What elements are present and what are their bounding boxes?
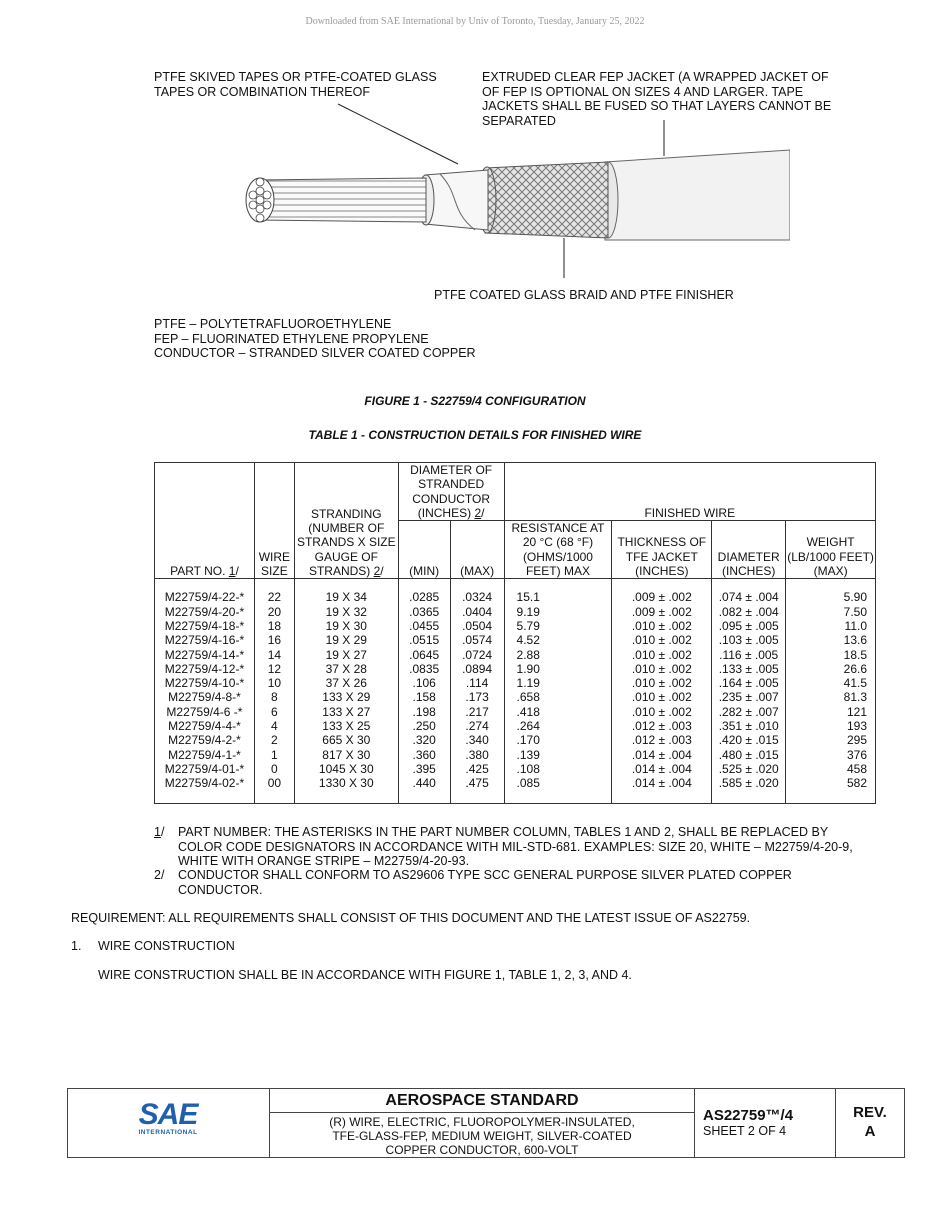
cell-wt: 5.90: [786, 579, 876, 605]
cell-thick: .010 ± .002: [612, 633, 712, 647]
cell-res: .658: [504, 690, 612, 704]
cell-res: 15.1: [504, 579, 612, 605]
cell-res: .139: [504, 748, 612, 762]
cell-strand: 37 X 28: [294, 662, 398, 676]
cell-thick: .010 ± .002: [612, 690, 712, 704]
cell-wt: 376: [786, 748, 876, 762]
leader-line-tapes: [338, 104, 458, 164]
table-row: [155, 719, 876, 733]
cell-size: 00: [254, 776, 294, 803]
cell-min: .0835: [398, 662, 450, 676]
section-text: WIRE CONSTRUCTION SHALL BE IN ACCORDANCE WITH FIGURE 1, TABLE 1, 2, 3, AND 4.: [98, 968, 632, 982]
cell-min: .0515: [398, 633, 450, 647]
cell-strand: 19 X 34: [294, 579, 398, 605]
cell-max: .114: [450, 676, 504, 690]
header-min: (MIN): [398, 521, 450, 579]
table-row: [155, 690, 876, 704]
cell-wt: 11.0: [786, 619, 876, 633]
cell-part: M22759/4-1-*: [155, 748, 255, 762]
table-row: [155, 776, 876, 803]
cell-dia: .420 ± .015: [712, 733, 786, 747]
table-row: [155, 605, 876, 619]
cell-size: 8: [254, 690, 294, 704]
cell-thick: .009 ± .002: [612, 605, 712, 619]
cell-res: 4.52: [504, 633, 612, 647]
cell-res: .085: [504, 776, 612, 803]
header-wire-size: WIRE SIZE: [254, 463, 294, 579]
cell-wt: 13.6: [786, 633, 876, 647]
cell-min: .0645: [398, 648, 450, 662]
cell-max: .0404: [450, 605, 504, 619]
cell-wt: 193: [786, 719, 876, 733]
glass-braid: [485, 162, 608, 238]
cell-dia: .525 ± .020: [712, 762, 786, 776]
cell-size: 18: [254, 619, 294, 633]
cell-thick: .010 ± .002: [612, 648, 712, 662]
section-number: 1.: [71, 939, 82, 953]
cell-wt: 121: [786, 705, 876, 719]
header-weight: WEIGHT (LB/1000 FEET) (MAX): [786, 521, 876, 579]
cell-res: 9.19: [504, 605, 612, 619]
table-caption: TABLE 1 - CONSTRUCTION DETAILS FOR FINISHED WIRE: [308, 428, 642, 442]
cell-max: .0894: [450, 662, 504, 676]
cell-part: M22759/4-14-*: [155, 648, 255, 662]
cell-res: 5.79: [504, 619, 612, 633]
cell-res: .170: [504, 733, 612, 747]
cell-size: 22: [254, 579, 294, 605]
cell-wt: 18.5: [786, 648, 876, 662]
cell-dia: .351 ± .010: [712, 719, 786, 733]
revision-label: REV.: [853, 1104, 887, 1121]
cell-part: M22759/4-12-*: [155, 662, 255, 676]
cell-min: .0285: [398, 579, 450, 605]
document-number: AS22759™/4: [703, 1107, 794, 1124]
cell-wt: 26.6: [786, 662, 876, 676]
revision-cell: [836, 1089, 904, 1157]
cell-thick: .010 ± .002: [612, 619, 712, 633]
logo-cell: [68, 1089, 270, 1157]
cell-thick: .010 ± .002: [612, 705, 712, 719]
cell-part: M22759/4-22-*: [155, 579, 255, 605]
callout-jacket: EXTRUDED CLEAR FEP JACKET (A WRAPPED JACKET OF OF FEP IS OPTIONAL ON SIZES 4 AND LARGER. TAPE JACKETS SHALL BE FUSED SO THAT LAYERS CANNOT BE SEPARATED: [482, 70, 832, 128]
cell-dia: .095 ± .005: [712, 619, 786, 633]
cell-min: .395: [398, 762, 450, 776]
cell-thick: .014 ± .004: [612, 776, 712, 803]
header-max: (MAX): [450, 521, 504, 579]
cell-part: M22759/4-2-*: [155, 733, 255, 747]
section-title: WIRE CONSTRUCTION: [98, 939, 235, 953]
cell-part: M22759/4-16-*: [155, 633, 255, 647]
table-row: [155, 762, 876, 776]
cell-dia: .282 ± .007: [712, 705, 786, 719]
cell-part: M22759/4-8-*: [155, 690, 255, 704]
cell-dia: .116 ± .005: [712, 648, 786, 662]
cell-max: .274: [450, 719, 504, 733]
sheet-number: SHEET 2 OF 4: [703, 1124, 787, 1138]
footnote-1: 1/ PART NUMBER: THE ASTERISKS IN THE PART NUMBER COLUMN, TABLES 1 AND 2, SHALL BE REPLACED BY COLOR CODE DESIGNATORS IN ACCORDANCE WITH MIL-STD-681. EXAMPLES: SIZE 20, WHITE – M22759/4-20-9, WHITE WITH ORANGE STRIPE – M22759/4-20-93.: [154, 825, 853, 868]
header-diameter: DIAMETER (INCHES): [712, 521, 786, 579]
table-row: [155, 662, 876, 676]
document-number-cell: [695, 1089, 836, 1157]
cell-part: M22759/4-20-*: [155, 605, 255, 619]
cell-res: 1.19: [504, 676, 612, 690]
cell-strand: 1330 X 30: [294, 776, 398, 803]
construction-details-table: [154, 462, 876, 804]
stranded-conductor: [258, 178, 426, 222]
sae-logo: SAE INTERNATIONAL: [138, 1098, 198, 1136]
cell-max: .0724: [450, 648, 504, 662]
cell-strand: 19 X 30: [294, 619, 398, 633]
title-block: [67, 1088, 905, 1158]
cell-part: M22759/4-6 -*: [155, 705, 255, 719]
cell-thick: .010 ± .002: [612, 676, 712, 690]
cell-min: .320: [398, 733, 450, 747]
cell-res: .264: [504, 719, 612, 733]
header-conductor-diameter: DIAMETER OF STRANDED CONDUCTOR (INCHES) 2/: [398, 463, 504, 521]
cell-wt: 81.3: [786, 690, 876, 704]
table-row: [155, 648, 876, 662]
cell-part: M22759/4-10-*: [155, 676, 255, 690]
cell-dia: .585 ± .020: [712, 776, 786, 803]
cell-res: .108: [504, 762, 612, 776]
cell-strand: 665 X 30: [294, 733, 398, 747]
cell-wt: 41.5: [786, 676, 876, 690]
cell-max: .425: [450, 762, 504, 776]
table-body: [155, 579, 876, 803]
cell-res: .418: [504, 705, 612, 719]
cell-min: .0365: [398, 605, 450, 619]
table-row: [155, 579, 876, 605]
cell-thick: .009 ± .002: [612, 579, 712, 605]
cell-min: .440: [398, 776, 450, 803]
abbreviation-list: PTFE – POLYTETRAFLUOROETHYLENE FEP – FLUORINATED ETHYLENE PROPYLENE CONDUCTOR – STRANDED SILVER COATED COPPER: [154, 317, 476, 360]
cell-res: 1.90: [504, 662, 612, 676]
table-row: [155, 633, 876, 647]
cell-strand: 19 X 29: [294, 633, 398, 647]
callout-tapes: PTFE SKIVED TAPES OR PTFE-COATED GLASS TAPES OR COMBINATION THEREOF: [154, 70, 437, 99]
cell-strand: 37 X 26: [294, 676, 398, 690]
cell-max: .0324: [450, 579, 504, 605]
cell-size: 4: [254, 719, 294, 733]
header-resistance: RESISTANCE AT 20 °C (68 °F) (OHMS/1000 FEET) MAX: [504, 521, 612, 579]
figure-caption: FIGURE 1 - S22759/4 CONFIGURATION: [364, 394, 586, 408]
cell-size: 0: [254, 762, 294, 776]
cell-thick: .014 ± .004: [612, 762, 712, 776]
cell-max: .0574: [450, 633, 504, 647]
cell-res: 2.88: [504, 648, 612, 662]
cell-dia: .103 ± .005: [712, 633, 786, 647]
aerospace-standard-heading: AEROSPACE STANDARD: [270, 1089, 694, 1113]
cell-max: .217: [450, 705, 504, 719]
cell-min: .360: [398, 748, 450, 762]
cell-max: .173: [450, 690, 504, 704]
requirement-text: REQUIREMENT: ALL REQUIREMENTS SHALL CONSIST OF THIS DOCUMENT AND THE LATEST ISSUE OF AS22759.: [71, 911, 751, 925]
wire-construction-illustration: [230, 100, 790, 285]
cell-thick: .010 ± .002: [612, 662, 712, 676]
cell-size: 12: [254, 662, 294, 676]
cell-wt: 458: [786, 762, 876, 776]
cell-part: M22759/4-18-*: [155, 619, 255, 633]
cell-thick: .012 ± .003: [612, 733, 712, 747]
cell-strand: 133 X 25: [294, 719, 398, 733]
callout-braid: PTFE COATED GLASS BRAID AND PTFE FINISHER: [434, 288, 734, 302]
cell-strand: 817 X 30: [294, 748, 398, 762]
description-cell: [270, 1089, 695, 1157]
cell-min: .106: [398, 676, 450, 690]
cell-dia: .082 ± .004: [712, 605, 786, 619]
cell-size: 20: [254, 605, 294, 619]
cell-min: .198: [398, 705, 450, 719]
cell-thick: .014 ± .004: [612, 748, 712, 762]
document-description: (R) WIRE, ELECTRIC, FLUOROPOLYMER-INSULATED, TFE-GLASS-FEP, MEDIUM WEIGHT, SILVER-COATED COPPER CONDUCTOR, 600-VOLT: [329, 1115, 635, 1157]
cell-dia: .235 ± .007: [712, 690, 786, 704]
cell-wt: 7.50: [786, 605, 876, 619]
header-stranding: STRANDING (NUMBER OF STRANDS X SIZE GAUGE OF STRANDS) 2/: [294, 463, 398, 579]
cell-dia: .164 ± .005: [712, 676, 786, 690]
revision-value: A: [864, 1123, 876, 1140]
cell-size: 1: [254, 748, 294, 762]
cell-size: 6: [254, 705, 294, 719]
cell-part: M22759/4-02-*: [155, 776, 255, 803]
header-part-no: PART NO. 1/: [155, 463, 255, 579]
cell-dia: .480 ± .015: [712, 748, 786, 762]
cell-size: 16: [254, 633, 294, 647]
cell-max: .475: [450, 776, 504, 803]
table-row: [155, 676, 876, 690]
cell-strand: 133 X 27: [294, 705, 398, 719]
cell-size: 2: [254, 733, 294, 747]
cell-strand: 19 X 32: [294, 605, 398, 619]
cell-strand: 19 X 27: [294, 648, 398, 662]
table-row: [155, 733, 876, 747]
cell-wt: 582: [786, 776, 876, 803]
cell-size: 10: [254, 676, 294, 690]
cell-strand: 1045 X 30: [294, 762, 398, 776]
table-row: [155, 619, 876, 633]
download-watermark: Downloaded from SAE International by Univ of Toronto, Tuesday, January 25, 2022: [305, 16, 645, 27]
fep-jacket: [605, 150, 790, 240]
cell-dia: .133 ± .005: [712, 662, 786, 676]
cell-dia: .074 ± .004: [712, 579, 786, 605]
table-row: [155, 705, 876, 719]
cell-size: 14: [254, 648, 294, 662]
cell-thick: .012 ± .003: [612, 719, 712, 733]
cell-min: .158: [398, 690, 450, 704]
footnote-2: 2/ CONDUCTOR SHALL CONFORM TO AS29606 TYPE SCC GENERAL PURPOSE SILVER PLATED COPPER CONDUCTOR.: [154, 868, 792, 897]
cell-wt: 295: [786, 733, 876, 747]
table-row: [155, 748, 876, 762]
cell-part: M22759/4-4-*: [155, 719, 255, 733]
cell-max: .380: [450, 748, 504, 762]
cell-strand: 133 X 29: [294, 690, 398, 704]
cell-max: .340: [450, 733, 504, 747]
cell-min: .0455: [398, 619, 450, 633]
cell-min: .250: [398, 719, 450, 733]
cell-part: M22759/4-01-*: [155, 762, 255, 776]
cell-max: .0504: [450, 619, 504, 633]
header-thickness: THICKNESS OF TFE JACKET (INCHES): [612, 521, 712, 579]
header-finished-wire: FINISHED WIRE: [504, 463, 875, 521]
